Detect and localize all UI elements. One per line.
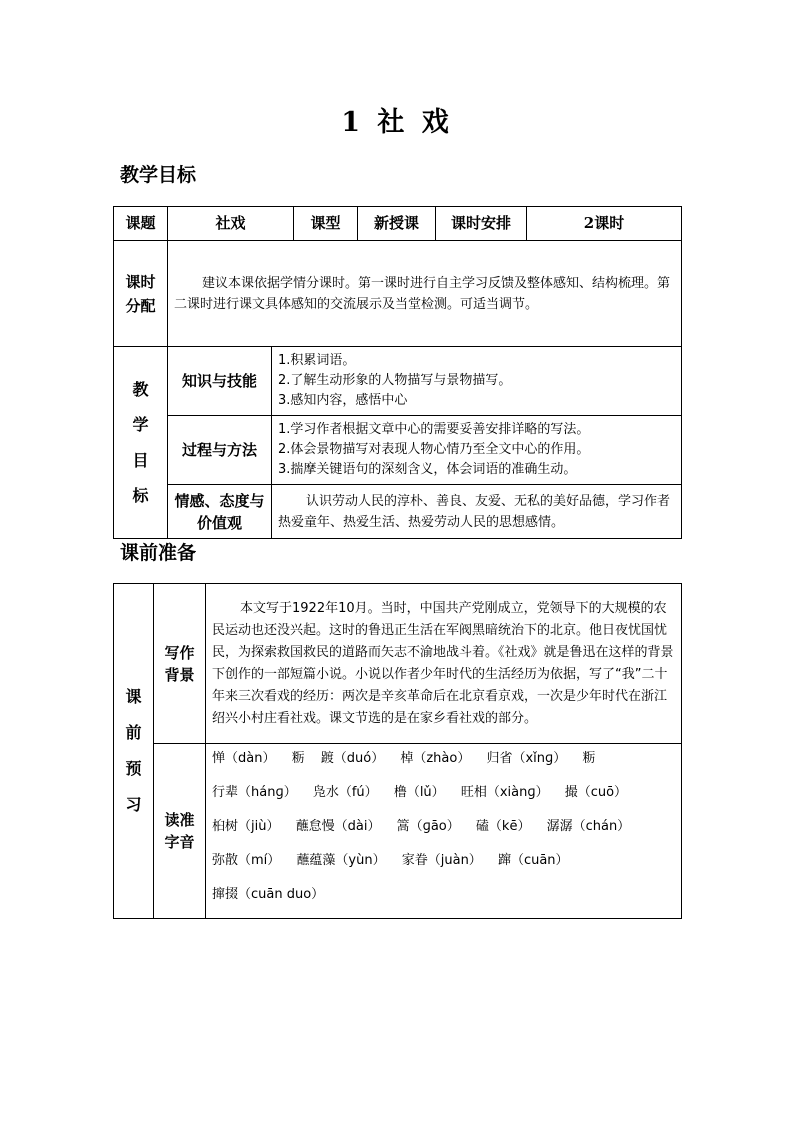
- characters-label: [154, 744, 206, 919]
- background-text: 本文写于1922年10月。当时，中国共产党刚成立，党领导下的大规模的农民运动也还没兴起。这时的鲁迅正生活在军阀黑暗统治下的北京。他日夜忧国忧民，为探索救国救民的道路而矢志不渝地战斗着。《社戏》就是鲁迅在这样的背景下创作的一部短篇小说。小说以作者少年时代的生活经历为依据，写了“我”二十年来三次看戏的经历：两次是辛亥革命后在北京看京戏，一次是少年时代在浙江绍兴小村庄看社戏。课文节选的是在家乡看社戏的部分。: [206, 584, 682, 744]
- knowledge-label: 知识与技能: [168, 347, 272, 416]
- objectives-label: [114, 347, 168, 539]
- header-schedule-label: 课时安排: [436, 207, 527, 241]
- goals-table: [113, 206, 682, 539]
- char-item: 归省（xǐnɡ）: [486, 751, 567, 766]
- char-item: 篙（ɡāo）: [396, 819, 460, 834]
- char-item: 蹿（cuān）: [497, 853, 569, 868]
- emotion-label-line2: 价值观: [196, 513, 242, 532]
- prep-label-char: 习: [125, 795, 142, 814]
- characters-line: [212, 882, 675, 916]
- background-label: [154, 584, 206, 744]
- knowledge-item: 1.积累词语。: [278, 353, 356, 368]
- characters-line: [212, 780, 675, 814]
- allocation-label-line1: 课时: [125, 272, 156, 291]
- emotion-label-line1: 情感、态度与: [174, 491, 265, 510]
- section-heading-prep: 课前准备: [120, 542, 197, 564]
- header-topic-value: 社戏: [168, 207, 294, 241]
- background-label-line1: 写作: [164, 643, 195, 662]
- char-item: 撮（cuō）: [564, 785, 628, 800]
- objectives-label-char: 教: [132, 380, 149, 400]
- prep-label-char: 预: [125, 759, 142, 778]
- objectives-label-char: 学: [132, 415, 149, 435]
- char-item: 蘸蕴藻（yùn）: [296, 853, 386, 868]
- char-item: 磕（kē）: [475, 819, 531, 834]
- emotion-label: [168, 485, 272, 539]
- knowledge-item: 2.了解生动形象的人物描写与景物描写。: [278, 373, 512, 388]
- characters-label-line2: 字音: [164, 833, 195, 851]
- header-topic-label: 课题: [114, 207, 168, 241]
- char-item: 粝: [291, 751, 305, 766]
- char-item: 潺潺（chán）: [546, 819, 631, 834]
- allocation-text: 建议本课依据学情分课时。第一课时进行自主学习反馈及整体感知、结构梳理。第二课时进行课文具体感知的交流展示及当堂检测。可适当调节。: [168, 241, 682, 347]
- char-item: 家眷（juàn）: [401, 853, 482, 868]
- char-item: 桕树（jiù）: [212, 819, 280, 834]
- emotion-text: 认识劳动人民的淳朴、善良、友爱、无私的美好品德，学习作者热爱童年、热爱生活、热爱劳动人民的思想感情。: [272, 485, 682, 539]
- header-type-value: 新授课: [358, 207, 436, 241]
- char-item: 惮（dàn）: [212, 751, 276, 766]
- section-heading-goals: 教学目标: [120, 164, 197, 186]
- char-item: 粝: [582, 751, 596, 766]
- allocation-label: [114, 241, 168, 347]
- knowledge-list: [272, 347, 682, 416]
- char-item: 踱（duó）: [320, 751, 385, 766]
- process-label: 过程与方法: [168, 416, 272, 485]
- prep-label-char: 课: [125, 687, 142, 706]
- characters-list: [206, 744, 682, 919]
- header-schedule-value: 2课时: [527, 207, 682, 241]
- objectives-label-char: 标: [132, 485, 149, 505]
- prep-left-label: [114, 584, 154, 919]
- header-type-label: 课型: [294, 207, 358, 241]
- char-item: 蘸怠慢（dài）: [295, 819, 381, 834]
- char-item: 棹（zhào）: [400, 751, 471, 766]
- process-list: [272, 416, 682, 485]
- characters-line: [212, 848, 675, 882]
- char-item: 橹（lǔ）: [393, 785, 445, 800]
- characters-label-line1: 读准: [164, 811, 195, 829]
- char-item: 弥散（mí）: [212, 853, 281, 868]
- page-title: 1 社 戏: [341, 107, 453, 138]
- objectives-label-char: 目: [132, 450, 149, 470]
- allocation-label-line2: 分配: [125, 296, 156, 315]
- characters-line: [212, 814, 675, 848]
- prep-label-char: 前: [125, 723, 142, 742]
- characters-line: [212, 746, 675, 780]
- knowledge-item: 3.感知内容，感悟中心: [278, 393, 408, 408]
- background-label-line2: 背景: [164, 665, 195, 684]
- prep-table: [113, 583, 682, 919]
- char-item: 撺掇（cuān duo）: [212, 887, 325, 902]
- char-item: 凫水（fú）: [312, 785, 378, 800]
- process-item: 1.学习作者根据文章中心的需要妥善安排详略的写法。: [278, 422, 590, 437]
- process-item: 3.揣摩关键语句的深刻含义，体会词语的准确生动。: [278, 462, 577, 477]
- process-item: 2.体会景物描写对表现人物心情乃至全文中心的作用。: [278, 442, 590, 457]
- char-item: 行辈（hánɡ）: [212, 785, 297, 800]
- char-item: 旺相（xiànɡ）: [460, 785, 549, 800]
